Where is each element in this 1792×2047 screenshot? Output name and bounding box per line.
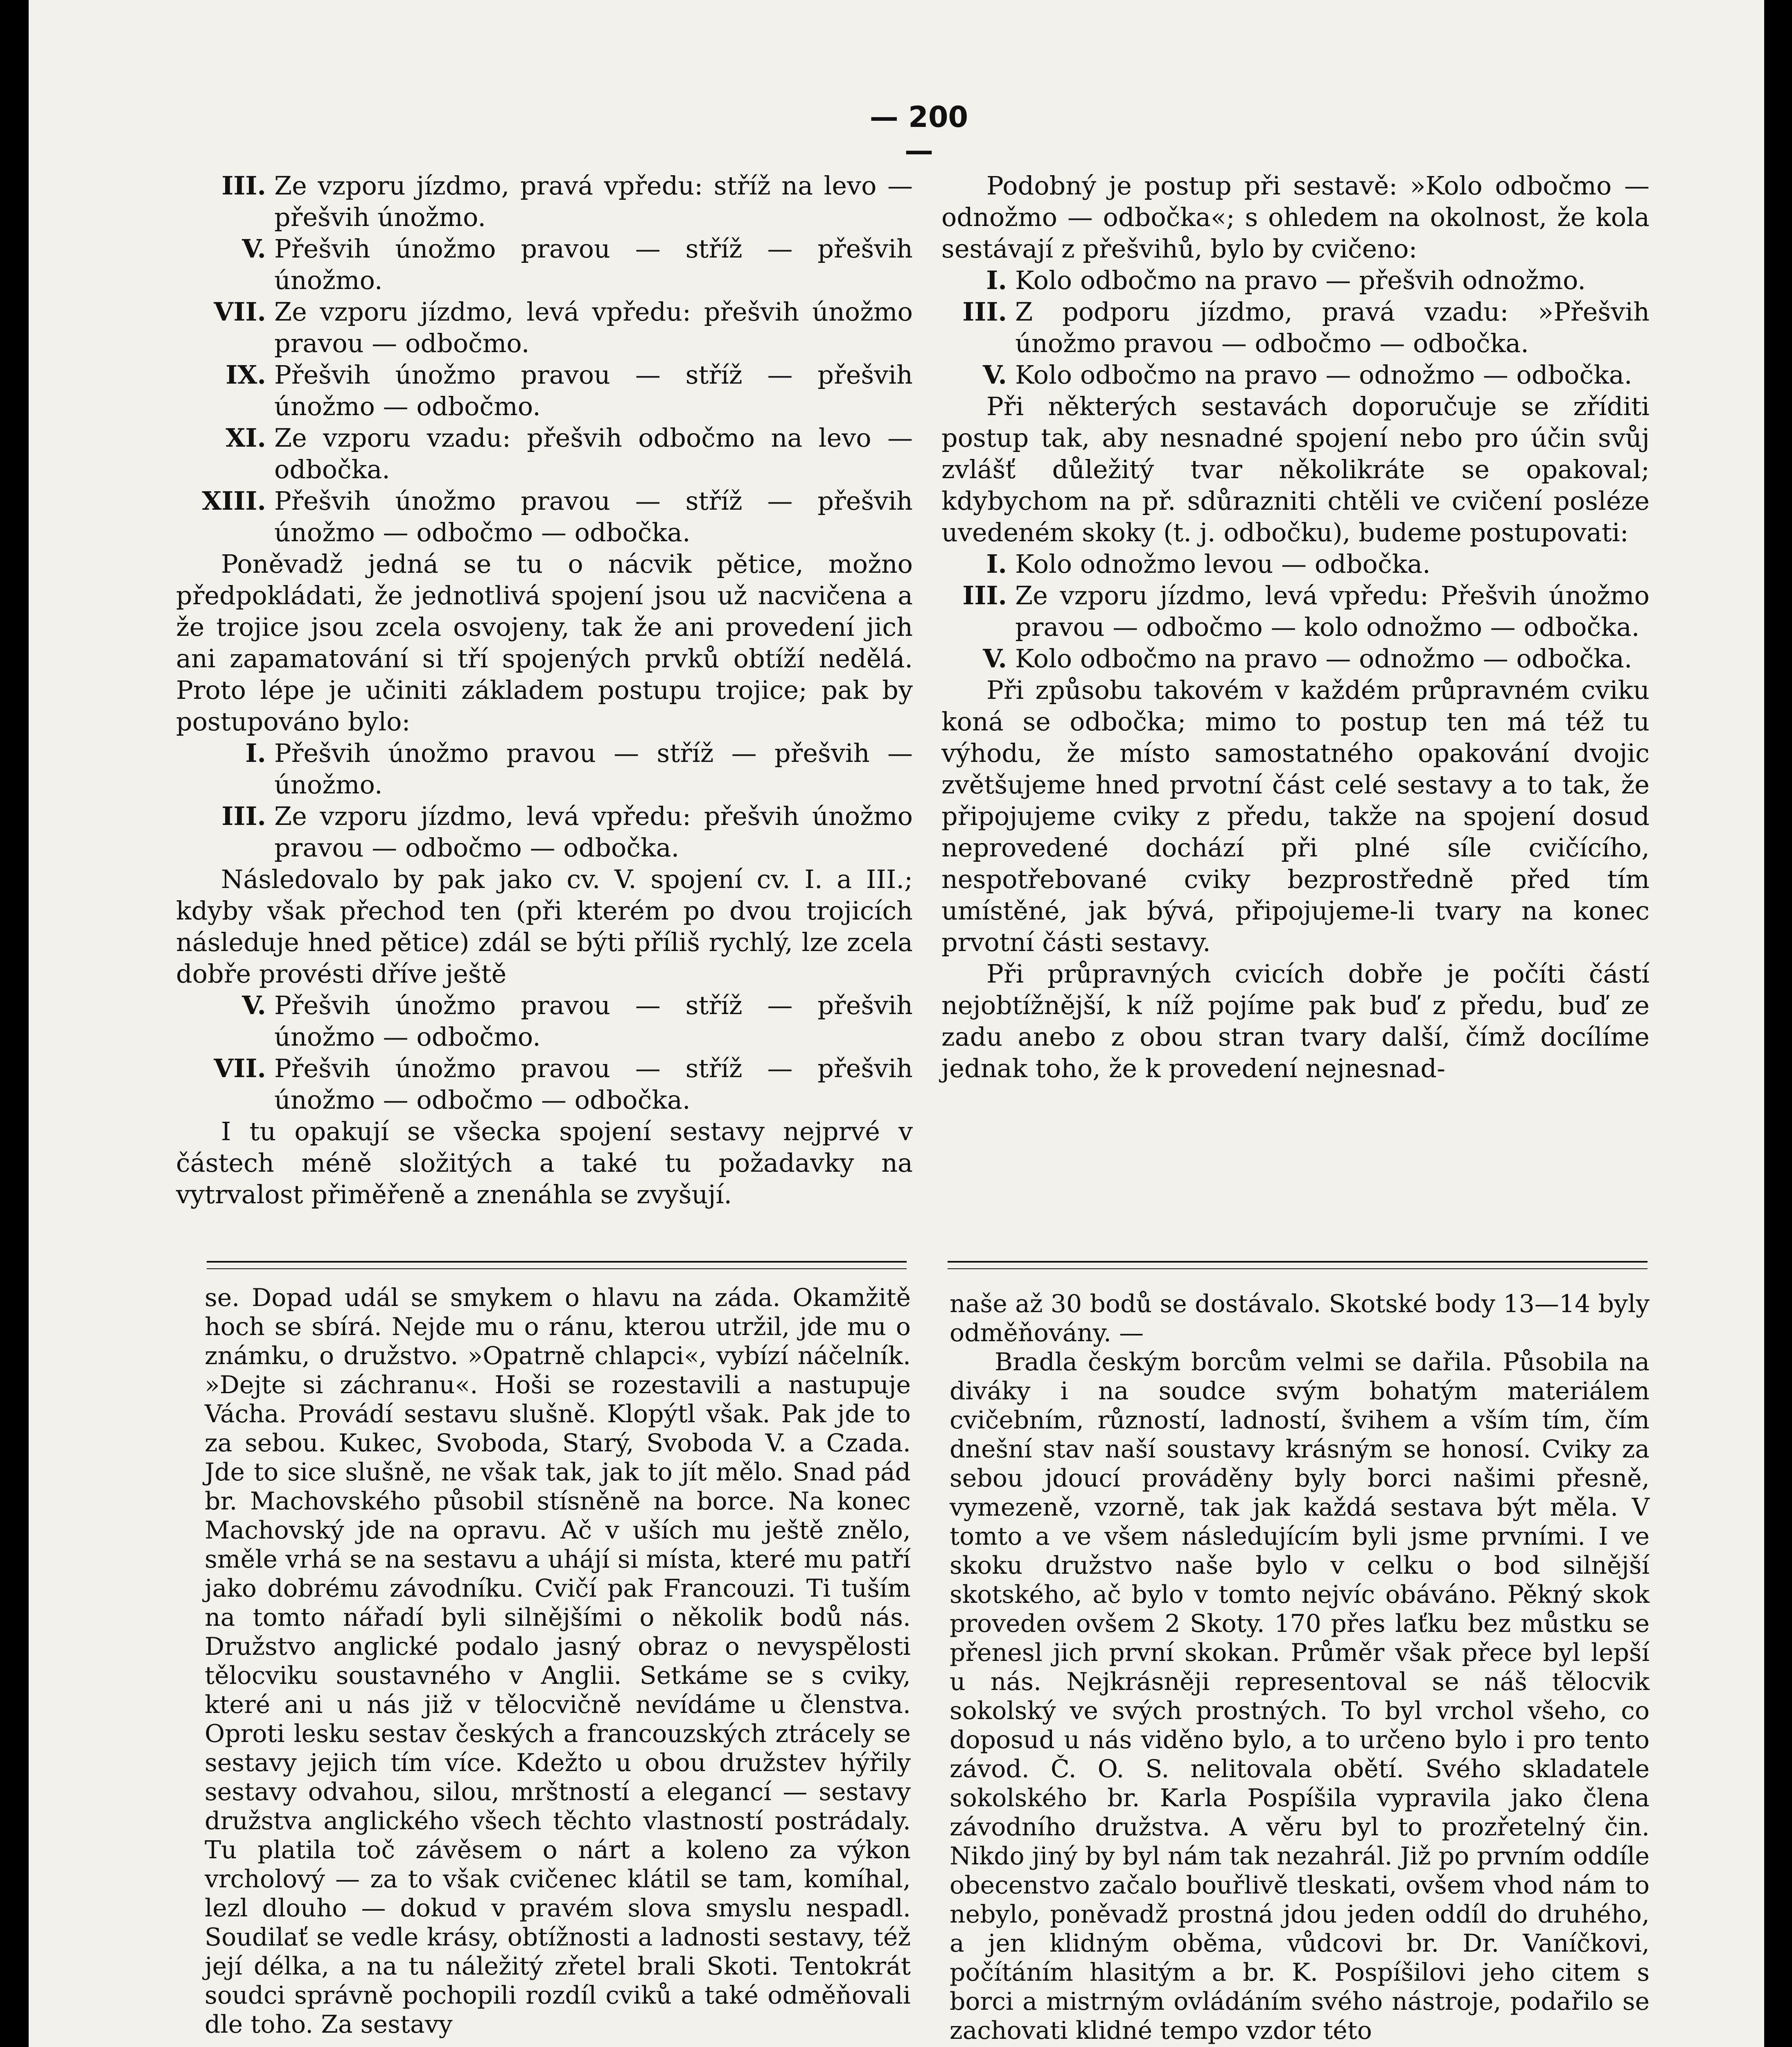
exercise-text: Přešvih únožmo pravou — stříž — přešvih únožmo — odbočmo. [274,990,913,1052]
exercise-number: I. [986,265,1007,295]
lower-left-paragraph: se. Dopad udál se smykem o hlavu na záda. Okamžitě hoch se sbírá. Nejde mu o ránu, kterou utržil, jde mu o známku, o družstvo. »Opatrně chlapci«, vybízí náčelník. »Dejte si záchranu«. Hoši se rozestavili a nastupuje Vácha. Provádí sestavu slušně. Klopýtl však. Pak jde to za sebou. Kukec, Svoboda, Starý, Svoboda V. a Czada. Jde to sice slušně, ne však tak, jak to jít mělo. Snad pád br. Machovského působil stísněně na borce. Na konec Machovský jde na opravu. Ač v uších mu ještě znělo, směle vrhá se na sestavu a uhájí si místa, které mu patří jako dobrému závodníku. Cvičí pak Francouzi. Ti tuším na tomto nářadí byli silnějšími o několik bodů nás. Družstvo anglické podalo jasný obraz o nevyspělosti tělocviku soustavného v Anglii. Setkáme se s cviky, které ani u nás již v tělocvičně nevídáme u členstva. Oproti lesku sestav českých a francouzských ztrácely se sestavy jejich tím více. Kdežto u obou družstev hýřily sestavy odvahou, silou, mrštností a elegancí — sestavy družstva anglického všech těchto vlastností postrádaly. Tu platila toč závěsem o nárt a koleno za výkon vrcholový — za to však cvičenec klátil se tam, komíhal, lezl dlouho — dokud v pravém slova smyslu nespadl. Soudilať se vedle krásy, obtížnosti a ladnosti sestavy, též její délka, a na tu náležitý zřetel brali Skoti. Tentokrát soudci správně pochopili rozdíl cviků a také odměňovali dle toho. Za sestavy [205,1283,911,2039]
exercise-item [176,422,913,485]
exercise-number: V. [983,644,1007,673]
exercise-number: I. [245,738,266,768]
exercise-text: Přešvih únožmo pravou — stříž — přešvih únožmo — odbočmo — odbočka. [274,1053,913,1115]
exercise-item [941,359,1650,391]
page-number: — 200 — [869,100,968,167]
exercise-number: I. [986,549,1007,579]
body-paragraph: I tu opakují se všecka spojení sestavy nejprvé v částech méně složitých a také tu požadavky na vytrvalost přiměřeně a znenáhla se zvyšují. [176,1116,913,1209]
separator-rule-right [948,1261,1648,1263]
separator-rule-right-thin [948,1268,1648,1269]
exercise-number: III. [221,801,266,831]
exercise-item [176,1053,913,1116]
exercise-number: V. [242,234,266,264]
exercise-item [176,737,913,800]
lower-right-column [950,1290,1650,2045]
lower-right-paragraph-1: naše až 30 bodů se dostávalo. Skotské body 13—14 byly odměňovány. — [950,1290,1650,1347]
exercise-item [176,170,913,233]
exercise-item [176,800,913,863]
exercise-number: V. [242,990,266,1020]
exercise-text: Přešvih únožmo pravou — stříž — přešvih únožmo — odbočmo. [274,360,913,421]
exercise-item [941,264,1650,296]
exercise-text: Přešvih únožmo pravou — stříž — přešvih — únožmo. [274,738,913,800]
exercise-item [176,485,913,548]
exercise-item [941,296,1650,359]
scan-edge [1764,0,1785,49]
lower-right-paragraph-2: Bradla českým borcům velmi se dařila. Působila na diváky i na soudce svým bohatým materiálem cvičebním, růzností, ladností, švihem a vším tím, čím dnešní stav naší soustavy krásným se honosí. Cviky za sebou jdoucí prováděny byly borci našimi přesně, vymezeně, vzorně, tak jak každá sestava být měla. V tomto a ve všem následujícím byli jsme prvními. I ve skoku družstvo naše bylo v celku o bod silnější skotského, ač bylo v tomto nejvíc obáváno. Pěkný skok proveden ovšem 2 Skoty. 170 přes laťku bez můstku se přenesl jich první skokan. Průměr však přece byl lepší u nás. Nejkrásněji representoval se náš tělocvik sokolský ve svých prostných. To byl vrchol všeho, co doposud u nás viděno bylo, a to určeno bylo i pro tento závod. Č. O. S. nelitovala obětí. Svého skladatele sokolského br. Karla Pospíšila vypravila jako člena závodního družstva. A věru byl to prozřetelný čin. Nikdo jiný by byl nám tak nezahrál. Již po prvním oddíle obecenstvo začalo bouřlivě tleskati, ovšem vhod nám to nebylo, poněvadž prostná jdou jeden oddíl do druhého, a jen klidným oběma, vůdcovi br. Dr. Vaníčkovi, počítáním hlasitým a br. K. Pospíšilovi jeho citem s borci a mistrným ovládáním svého nástroje, podařilo se zachovati klidné tempo vzdor této [950,1348,1650,2045]
exercise-number: XI. [226,423,266,453]
exercise-text: Ze vzporu jízdmo, pravá vpředu: stříž na levo — přešvih únožmo. [274,171,913,232]
exercise-item [176,296,913,359]
body-paragraph: Při způsobu takovém v každém průpravném cviku koná se odbočka; mimo to postup ten má též tu výhodu, že místo samostatného opakování dvojic zvětšujeme hned prvotní část celé sestavy a to tak, že připojujeme cviky z předu, takže na spojení dosud neprovedené dochází při plné síle cvičícího, nespotřebované cviky bezprostředně před tím umístěné, jak bývá, připojujeme-li tvary na konec prvotní části sestavy. [941,675,1650,957]
exercise-item [941,580,1650,643]
exercise-number: VII. [214,1053,266,1083]
exercise-text: Přešvih únožmo pravou — stříž — přešvih únožmo — odbočmo — odbočka. [274,486,913,547]
exercise-item [941,548,1650,580]
exercise-number: VII. [214,297,266,327]
exercise-text: Ze vzporu jízdmo, levá vpředu: přešvih únožmo pravou — odbočmo. [274,297,913,358]
exercise-number: III. [962,297,1007,327]
upper-right-column [941,170,1650,1084]
exercise-text: Kolo odbočmo na pravo — odnožmo — odbočka. [1015,644,1632,673]
lower-left-column [205,1283,911,2039]
upper-left-column [176,170,913,1210]
exercise-item [941,643,1650,674]
exercise-number: V. [983,360,1007,390]
exercise-text: Ze vzporu jízdmo, levá vpředu: Přešvih únožmo pravou — odbočmo — kolo odnožmo — odbočka. [1015,581,1650,642]
body-paragraph: Při průpravných cvicích dobře je počíti částí nejobtížnější, k níž pojíme pak buď z předu, buď ze zadu anebo z obou stran tvary další, čímž docílíme jednak toho, že k provedení nejnesnad- [941,959,1650,1083]
exercise-number: III. [221,171,266,201]
body-paragraph: Při některých sestavách doporučuje se zříditi postup tak, aby nesnadné spojení nebo pro účin svůj zvlášť důležitý tvar několikráte se opakoval; kdybychom na př. sdůrazniti chtěli ve cvičení posléze uvedeném skoky (t. j. odbočku), budeme postupovati: [941,391,1650,547]
body-paragraph: Poněvadž jedná se tu o nácvik pětice, možno předpokládati, že jednotlivá spojení jsou už nacvičena a že trojice jsou zcela osvojeny, tak že ani provedení jich ani zapamatování si tří spojených prvků obtíží nedělá. Proto lépe je učiniti základem postupu trojice; pak by postupováno bylo: [176,549,913,737]
exercise-number: III. [962,581,1007,610]
exercise-text: Přešvih únožmo pravou — stříž — přešvih únožmo. [274,234,913,295]
exercise-item [176,233,913,296]
exercise-number: IX. [226,360,266,390]
body-paragraph: Následovalo by pak jako cv. V. spojení cv. I. a III.; kdyby však přechod ten (při kterém po dvou trojicích následuje hned pětice) zdál se býti příliš rychlý, lze zcela dobře provésti dříve ještě [176,864,913,989]
exercise-text: Z podporu jízdmo, pravá vzadu: »Přešvih únožmo pravou — odbočmo — odbočka. [1015,297,1650,358]
body-paragraph: Podobný je postup při sestavě: »Kolo odbočmo — odnožmo — odbočka«; s ohledem na okolnost, že kola sestávají z přešvihů, bylo by cvičeno: [941,171,1650,264]
exercise-text: Kolo odnožmo levou — odbočka. [1015,549,1431,579]
exercise-text: Ze vzporu jízdmo, levá vpředu: přešvih únožmo pravou — odbočmo — odbočka. [274,801,913,863]
exercise-text: Kolo odbočmo na pravo — přešvih odnožmo. [1015,265,1586,295]
exercise-text: Kolo odbočmo na pravo — odnožmo — odbočka. [1015,360,1632,390]
exercise-item [176,990,913,1053]
separator-rule-left-thin [207,1268,907,1269]
exercise-number: XIII. [202,486,266,516]
exercise-text: Ze vzporu vzadu: přešvih odbočmo na levo — odbočka. [274,423,913,484]
exercise-item [176,359,913,422]
separator-rule-left [207,1261,907,1263]
